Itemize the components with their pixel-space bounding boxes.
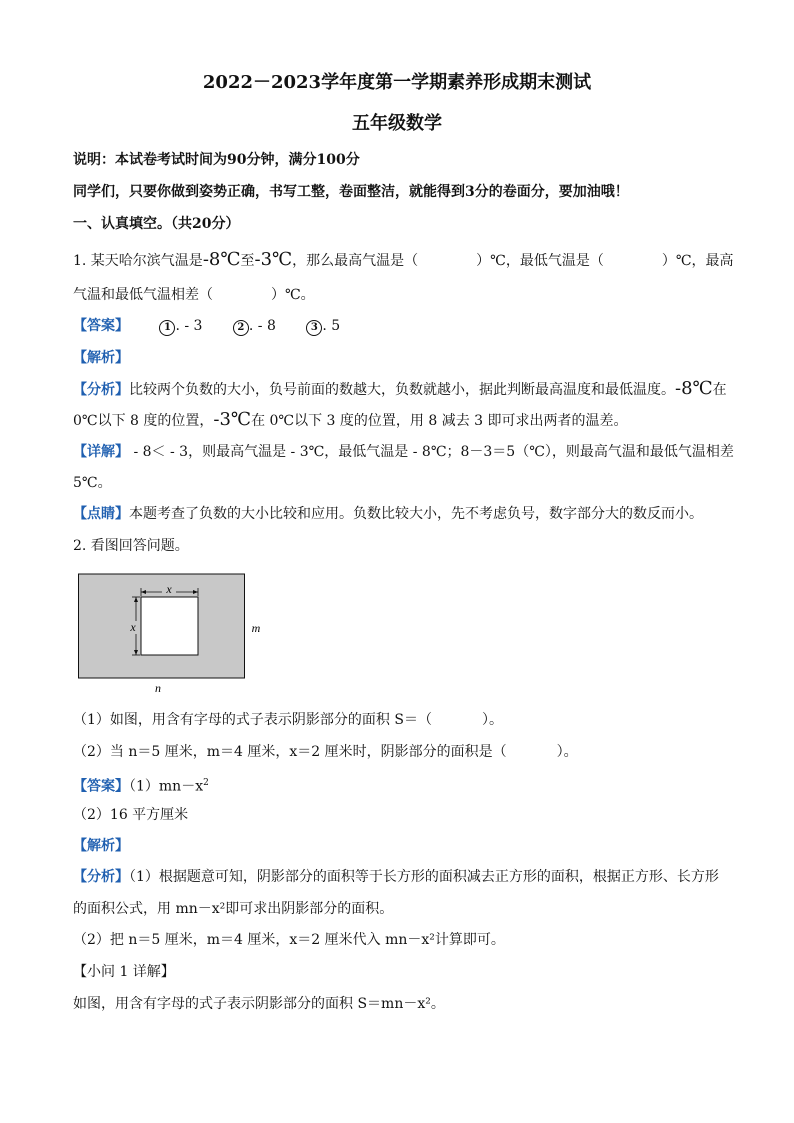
- q1-text-a: 1. 某天哈尔滨气温是: [73, 253, 203, 269]
- q2-answer1-text: （1）mn－x: [129, 778, 204, 795]
- q2-sub1: [73, 710, 734, 730]
- q1-temp2: -3℃: [254, 249, 293, 270]
- q2-sub2: [73, 742, 734, 762]
- inner-square: [141, 597, 198, 655]
- q2-answer1: [73, 773, 734, 797]
- q1-fenxi2-a: 0℃以下 8 度的位置，: [73, 413, 214, 429]
- answer-tag: 【答案】: [73, 778, 129, 795]
- q1-xiangjie-line2: 5℃。: [73, 475, 112, 491]
- q2-jiexi-tag: 【解析】: [73, 838, 129, 854]
- q2-answer1-sup: 2: [203, 778, 209, 788]
- q1-fenxi1-b: 在: [712, 382, 727, 398]
- label-x-top: x: [166, 582, 172, 596]
- q1-answer-3: . 5: [322, 318, 341, 334]
- q1-answer-1: . - 3: [175, 318, 203, 334]
- label-x-left: x: [130, 620, 136, 634]
- q1-line2-end: ）℃。: [271, 287, 315, 303]
- q2-xiaowen-tag: 【小问 1 详解】: [73, 964, 175, 980]
- exam-note: 说明：本试卷考试时间为90分钟，满分100分: [73, 152, 360, 168]
- q1-fenxi-line1: [73, 379, 734, 400]
- q1-text-b: 至: [240, 253, 255, 269]
- q1-fenxi1-temp: -8℃: [675, 378, 713, 399]
- encourage-text: 同学们，只要你做到姿势正确，书写工整，卷面整洁，就能得到3分的卷面分，要加油哦！: [73, 184, 629, 200]
- rectangle-diagram: [78, 573, 278, 695]
- page-title: 2022－2023学年度第一学期素养形成期末测试: [202, 72, 592, 93]
- q2-fenxi-line2: 的面积公式，用 mn－x²即可求出阴影部分的面积。: [73, 901, 394, 917]
- q1-dianjing: [73, 504, 734, 524]
- q2-fenxi1: （1）根据题意可知，阴影部分的面积等于长方形的面积减去正方形的面积，根据正方形、长方形: [129, 869, 719, 885]
- circle-number-3: 3: [306, 320, 322, 336]
- label-m: m: [251, 621, 261, 635]
- q2-title: 2. 看图回答问题。: [73, 538, 189, 554]
- q1-text-e: ）℃，最高: [661, 253, 734, 269]
- circle-number-1: 1: [159, 320, 175, 336]
- q2-answer2: （2）16 平方厘米: [73, 807, 189, 823]
- q1-text-c: ，那么最高气温是（: [292, 253, 419, 269]
- q1-fenxi1-a: 比较两个负数的大小，负号前面的数越大，负数就越小，据此判断最高温度和最低温度。: [129, 382, 675, 398]
- q2-sub1-b: ）。: [481, 712, 503, 728]
- section-heading: 一、认真填空。（共20分）: [73, 216, 240, 232]
- q1-line2-text: 气温和最低气温相差（: [73, 287, 213, 303]
- q1-fenxi2-b: 在 0℃以下 3 度的位置，用 8 减去 3 即可求出两者的温差。: [251, 413, 628, 429]
- q1-answer: [73, 316, 734, 336]
- label-n: n: [155, 681, 161, 695]
- q2-fenxi-line3: （2）把 n＝5 厘米，m＝4 厘米，x＝2 厘米代入 mn－x²计算即可。: [73, 932, 505, 948]
- xiangjie-tag: 【详解】: [73, 444, 129, 460]
- q1-answer-2: . - 8: [248, 318, 276, 334]
- fenxi-tag: 【分析】: [73, 869, 129, 885]
- q2-sub2-a: （2）当 n＝5 厘米，m＝4 厘米，x＝2 厘米时，阴影部分的面积是（: [73, 744, 507, 760]
- circle-number-2: 2: [233, 320, 249, 336]
- q1-dianjing-text: 本题考查了负数的大小比较和应用。负数比较大小，先不考虑负号，数字部分大的数反而小。: [129, 506, 703, 522]
- answer-tag: 【答案】: [73, 318, 129, 334]
- q1-line2: [73, 285, 734, 305]
- page-subtitle: 五年级数学: [352, 113, 442, 134]
- q2-sub1-a: （1）如图，用含有字母的式子表示阴影部分的面积 S＝（: [73, 712, 432, 728]
- q1-fenxi-line2: [73, 410, 734, 431]
- fenxi-tag: 【分析】: [73, 382, 129, 398]
- q2-fenxi-line1: [73, 867, 734, 887]
- dianjing-tag: 【点睛】: [73, 506, 129, 522]
- q1-text-d: ）℃，最低气温是（: [476, 253, 604, 269]
- q1-jiexi-tag: 【解析】: [73, 350, 129, 366]
- q1-line1: [73, 250, 734, 271]
- q1-temp1: -8℃: [202, 249, 241, 270]
- q1-xiangjie-line1: [73, 442, 734, 462]
- q1-fenxi2-temp: -3℃: [213, 409, 252, 430]
- q2-sub2-b: ）。: [556, 744, 578, 760]
- q2-final: 如图，用含有字母的式子表示阴影部分的面积 S＝mn－x²。: [73, 996, 445, 1012]
- q1-xiangjie1: - 8＜ - 3，则最高气温是 - 3℃，最低气温是 - 8℃；8－3＝5（℃），则最高气温和最低气温相差: [129, 444, 734, 460]
